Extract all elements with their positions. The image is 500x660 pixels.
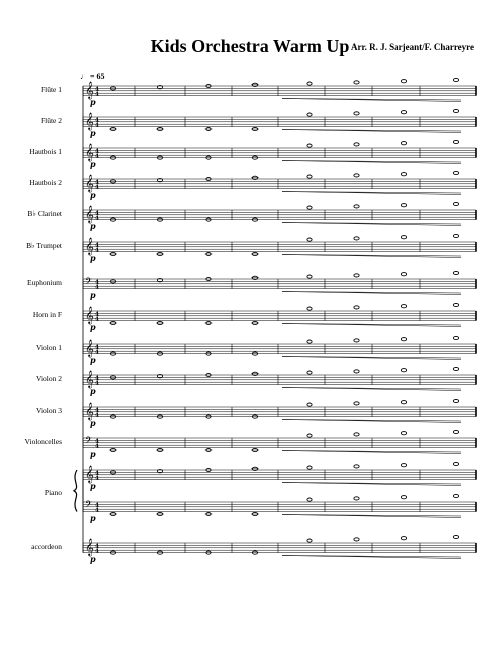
- time-signature-bottom: 4: [95, 316, 99, 323]
- whole-note: [401, 80, 406, 83]
- time-signature-bottom: 4: [95, 507, 99, 514]
- whole-note: [401, 496, 406, 499]
- treble-clef-icon: 𝄞: [85, 81, 94, 99]
- instrument-name: Hautbois 2: [29, 178, 62, 187]
- whole-note: [354, 339, 359, 342]
- time-signature-top: 4: [95, 117, 99, 124]
- whole-note: [354, 174, 359, 177]
- time-signature-top: 4: [95, 470, 99, 477]
- time-signature-bottom: 4: [95, 122, 99, 129]
- arranger-credit: Arr. R. J. Sarjeant/F. Charreyre: [351, 42, 474, 52]
- treble-clef-icon: 𝄞: [85, 174, 94, 192]
- dynamic-marking: p: [90, 513, 96, 523]
- time-signature-bottom: 4: [95, 349, 99, 356]
- instrument-name: accordeon: [31, 542, 62, 551]
- treble-clef-icon: 𝄞: [85, 339, 94, 357]
- whole-note: [453, 462, 458, 465]
- dynamic-marking: p: [90, 159, 96, 169]
- whole-note: [401, 111, 406, 114]
- dynamic-marking: p: [90, 253, 96, 263]
- instrument-name: Violon 3: [35, 406, 62, 415]
- time-signature-bottom: 4: [95, 548, 99, 555]
- instrument-name: Violon 2: [35, 374, 62, 383]
- whole-note: [453, 399, 458, 402]
- dynamic-marking: p: [90, 221, 96, 231]
- whole-note: [354, 465, 359, 468]
- whole-note: [354, 112, 359, 115]
- whole-note: [401, 338, 406, 341]
- whole-note: [401, 537, 406, 540]
- crescendo-hairpin: [282, 515, 461, 518]
- whole-note: [401, 273, 406, 276]
- instrument-name: Violon 1: [35, 343, 62, 352]
- crescendo-hairpin: [282, 223, 461, 226]
- instrument-name: Hautbois 1: [29, 147, 62, 156]
- crescendo-hairpin: [282, 388, 461, 391]
- time-signature-top: 4: [95, 86, 99, 93]
- time-signature-top: 4: [95, 311, 99, 318]
- whole-note: [401, 236, 406, 239]
- time-signature-top: 4: [95, 210, 99, 217]
- whole-note: [307, 113, 312, 116]
- treble-clef-icon: 𝄞: [85, 112, 94, 130]
- whole-note: [307, 371, 312, 374]
- whole-note: [354, 237, 359, 240]
- whole-note: [453, 271, 458, 274]
- time-signature-top: 4: [95, 375, 99, 382]
- score-title: Kids Orchestra Warm Up: [150, 36, 350, 56]
- time-signature-top: 4: [95, 543, 99, 550]
- whole-note: [307, 82, 312, 85]
- dynamic-marking: p: [90, 355, 96, 365]
- instrument-name: B♭ Clarinet: [27, 209, 62, 218]
- time-signature-bottom: 4: [95, 412, 99, 419]
- dynamic-marking: p: [90, 290, 96, 300]
- dynamic-marking: p: [90, 481, 96, 491]
- whole-note: [354, 81, 359, 84]
- time-signature-bottom: 4: [95, 380, 99, 387]
- crescendo-hairpin: [282, 161, 461, 164]
- time-signature-bottom: 4: [95, 247, 99, 254]
- whole-note: [401, 173, 406, 176]
- crescendo-hairpin: [282, 324, 461, 327]
- time-signature-top: 4: [95, 438, 99, 445]
- time-signature-bottom: 4: [95, 475, 99, 482]
- instrument-name: Flûte 1: [40, 85, 62, 94]
- whole-note: [401, 432, 406, 435]
- treble-clef-icon: 𝄞: [85, 402, 94, 420]
- whole-note: [354, 306, 359, 309]
- crescendo-hairpin: [282, 255, 461, 258]
- whole-note: [453, 140, 458, 143]
- instrument-name: B♭ Trumpet: [26, 241, 62, 250]
- whole-note: [453, 430, 458, 433]
- time-signature-top: 4: [95, 344, 99, 351]
- treble-clef-icon: 𝄞: [85, 143, 94, 161]
- whole-note: [453, 336, 458, 339]
- whole-note: [401, 204, 406, 207]
- whole-note: [307, 238, 312, 241]
- instrument-name: Horn in F: [32, 310, 62, 319]
- whole-note: [307, 403, 312, 406]
- whole-note: [307, 275, 312, 278]
- piano-brace: [74, 470, 77, 512]
- time-signature-top: 4: [95, 279, 99, 286]
- crescendo-hairpin: [282, 420, 461, 423]
- crescendo-hairpin: [282, 357, 461, 360]
- treble-clef-icon: 𝄞: [85, 306, 94, 324]
- crescendo-hairpin: [282, 292, 461, 295]
- dynamic-marking: p: [90, 97, 96, 107]
- whole-note: [453, 78, 458, 81]
- time-signature-top: 4: [95, 242, 99, 249]
- time-signature-bottom: 4: [95, 91, 99, 98]
- time-signature-top: 4: [95, 148, 99, 155]
- dynamic-marking: p: [90, 418, 96, 428]
- whole-note: [453, 367, 458, 370]
- whole-note: [307, 539, 312, 542]
- instrument-name: Euphonium: [27, 278, 62, 287]
- time-signature-bottom: 4: [95, 153, 99, 160]
- dynamic-marking: p: [90, 128, 96, 138]
- bass-clef-icon: 𝄢: [85, 499, 93, 512]
- whole-note: [453, 202, 458, 205]
- whole-note: [354, 402, 359, 405]
- time-signature-top: 4: [95, 502, 99, 509]
- treble-clef-icon: 𝄞: [85, 465, 94, 483]
- tempo-marking: ♩ = 65: [80, 72, 105, 81]
- dynamic-marking: p: [90, 554, 96, 564]
- instrument-name: Flûte 2: [40, 116, 62, 125]
- whole-note: [354, 433, 359, 436]
- whole-note: [453, 303, 458, 306]
- crescendo-hairpin: [282, 451, 461, 454]
- time-signature-top: 4: [95, 407, 99, 414]
- whole-note: [354, 538, 359, 541]
- whole-note: [453, 234, 458, 237]
- dynamic-marking: p: [90, 386, 96, 396]
- treble-clef-icon: 𝄞: [85, 370, 94, 388]
- whole-note: [453, 171, 458, 174]
- instrument-name: Piano: [44, 488, 62, 497]
- whole-note: [354, 274, 359, 277]
- crescendo-hairpin: [282, 192, 461, 195]
- whole-note: [307, 434, 312, 437]
- whole-note: [307, 144, 312, 147]
- whole-note: [307, 340, 312, 343]
- treble-clef-icon: 𝄞: [85, 538, 94, 556]
- dynamic-marking: p: [90, 322, 96, 332]
- whole-note: [401, 305, 406, 308]
- whole-note: [354, 205, 359, 208]
- whole-note: [401, 401, 406, 404]
- treble-clef-icon: 𝄞: [85, 205, 94, 223]
- crescendo-hairpin: [282, 99, 461, 102]
- bass-clef-icon: 𝄢: [85, 435, 93, 448]
- whole-note: [307, 206, 312, 209]
- time-signature-top: 4: [95, 179, 99, 186]
- treble-clef-icon: 𝄞: [85, 237, 94, 255]
- time-signature-bottom: 4: [95, 443, 99, 450]
- crescendo-hairpin: [282, 483, 461, 486]
- time-signature-bottom: 4: [95, 184, 99, 191]
- dynamic-marking: p: [90, 449, 96, 459]
- dynamic-marking: p: [90, 190, 96, 200]
- whole-note: [354, 143, 359, 146]
- instrument-name: Violoncelles: [24, 437, 62, 446]
- whole-note: [401, 142, 406, 145]
- whole-note: [307, 466, 312, 469]
- bass-clef-icon: 𝄢: [85, 276, 93, 289]
- crescendo-hairpin: [282, 130, 461, 133]
- whole-note: [401, 369, 406, 372]
- whole-note: [453, 109, 458, 112]
- whole-note: [401, 464, 406, 467]
- whole-note: [453, 535, 458, 538]
- whole-note: [354, 370, 359, 373]
- whole-note: [354, 497, 359, 500]
- time-signature-bottom: 4: [95, 215, 99, 222]
- whole-note: [453, 494, 458, 497]
- whole-note: [307, 175, 312, 178]
- crescendo-hairpin: [282, 556, 461, 559]
- whole-note: [307, 498, 312, 501]
- whole-note: [307, 307, 312, 310]
- time-signature-bottom: 4: [95, 284, 99, 291]
